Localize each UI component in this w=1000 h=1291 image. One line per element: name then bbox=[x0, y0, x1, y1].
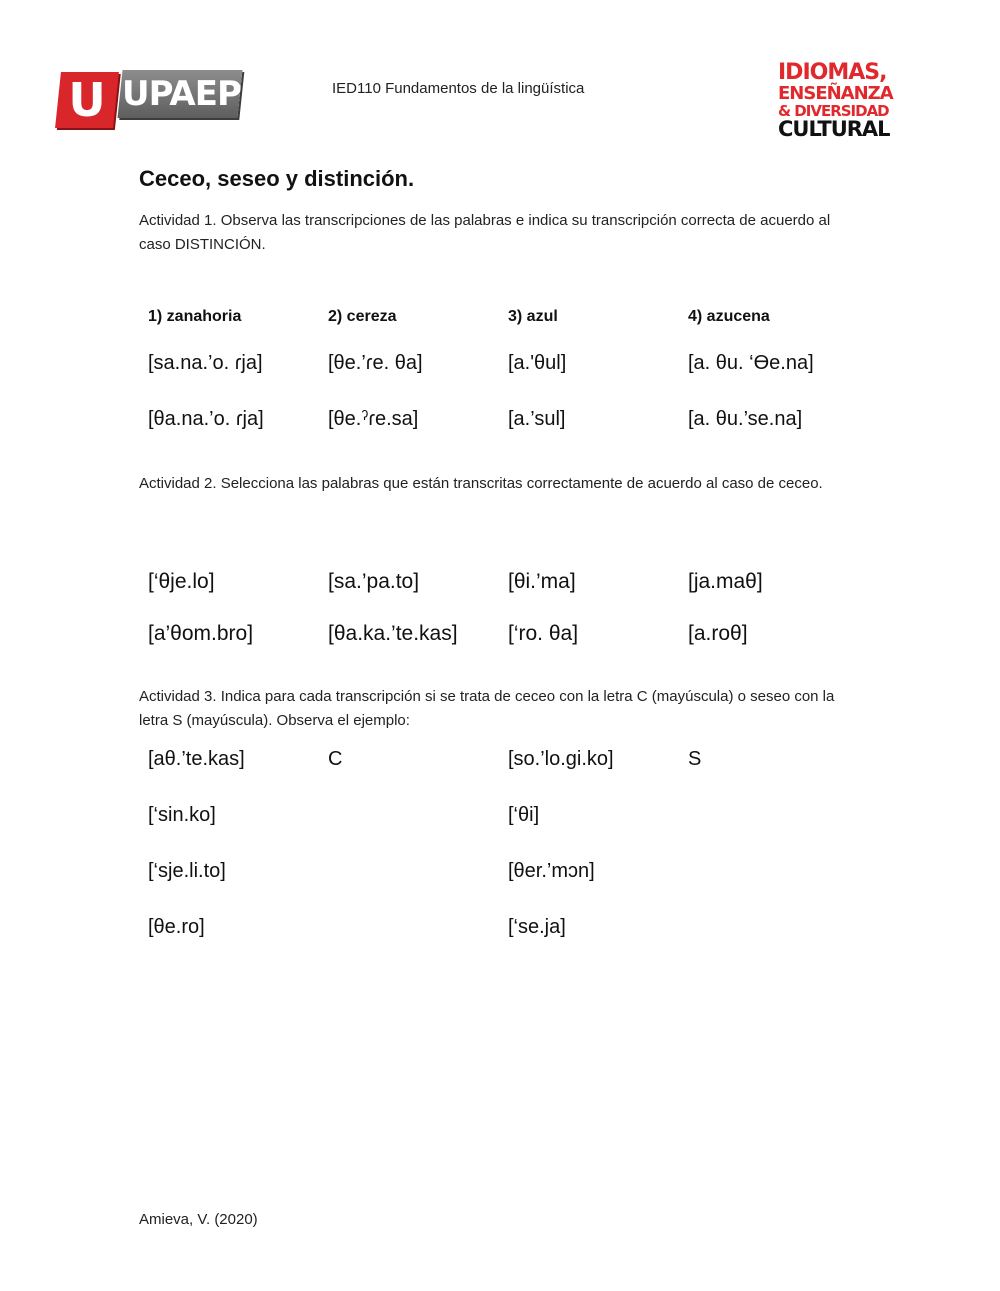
course-title: IED110 Fundamentos de la lingüística bbox=[332, 80, 585, 97]
activity3-row bbox=[148, 804, 868, 832]
transcription-option[interactable]: [θe.’ɾe. θa] bbox=[328, 352, 423, 374]
activity3-instruction: Actividad 3. Indica para cada transcripción si se trata de ceceo con la letra C (mayúscula) o seseo con la letra S (mayúscula). Observa el ejemplo: bbox=[139, 688, 835, 729]
transcription-option[interactable]: [sa.na.’o. ɾja] bbox=[148, 352, 263, 374]
activity3-row bbox=[148, 748, 868, 776]
transcription: [‘θi] bbox=[508, 804, 540, 826]
transcription: [aθ.’te.kas] bbox=[148, 748, 245, 770]
idiomas-logo-line1: IDIOMAS, bbox=[778, 60, 887, 85]
upaep-logo-u: U bbox=[68, 73, 106, 127]
activity3-row bbox=[148, 860, 868, 888]
transcription: [θer.’mɔn] bbox=[508, 860, 595, 882]
page-title: Ceceo, seseo y distinción. bbox=[139, 166, 415, 191]
transcription-option[interactable]: [θe.ˀɾe.sa] bbox=[328, 408, 419, 430]
transcription: [so.’lo.gi.ko] bbox=[508, 748, 614, 770]
transcription-option[interactable]: [a. θu. ‘Ɵe.na] bbox=[688, 352, 814, 374]
transcription-option[interactable]: [sa.’pa.to] bbox=[328, 570, 420, 593]
transcription: [‘sje.li.to] bbox=[148, 860, 226, 882]
answer-field[interactable]: C bbox=[328, 748, 343, 770]
activity3-row bbox=[148, 916, 868, 944]
transcription: [‘sin.ko] bbox=[148, 804, 216, 826]
activity1-header: 3) azul bbox=[508, 308, 558, 325]
activity1-header: 1) zanahoria bbox=[148, 308, 242, 325]
activity1-header: 4) azucena bbox=[688, 308, 770, 325]
upaep-logo bbox=[58, 68, 244, 130]
activity2-row bbox=[148, 570, 868, 598]
activity1-header-row bbox=[148, 308, 868, 336]
transcription: [‘se.ja] bbox=[508, 916, 566, 938]
transcription-option[interactable]: [ja.maθ] bbox=[688, 570, 763, 593]
idiomas-logo-line3: & DIVERSIDAD bbox=[778, 102, 889, 120]
idiomas-logo bbox=[778, 62, 898, 140]
activity2-instruction: Actividad 2. Selecciona las palabras que están transcritas correctamente de acuerdo al caso de ceceo. bbox=[139, 475, 823, 492]
transcription-option[interactable]: [a’θom.bro] bbox=[148, 622, 254, 645]
transcription-option[interactable]: [‘ro. θa] bbox=[508, 622, 579, 645]
transcription-option[interactable]: [θa.ka.’te.kas] bbox=[328, 622, 458, 645]
transcription-option[interactable]: [a.’sul] bbox=[508, 408, 566, 430]
transcription-option[interactable]: [a. θu.’se.na] bbox=[688, 408, 803, 430]
transcription-option[interactable]: [θi.’ma] bbox=[508, 570, 576, 593]
activity1-header: 2) cereza bbox=[328, 308, 397, 325]
transcription-option[interactable]: [a.'θul] bbox=[508, 352, 567, 374]
upaep-logo-word: UPAEP bbox=[122, 74, 241, 114]
answer-field[interactable]: S bbox=[688, 748, 702, 770]
activity1-row bbox=[148, 352, 868, 380]
footer-citation: Amieva, V. (2020) bbox=[139, 1211, 258, 1228]
transcription-option[interactable]: [‘θje.lo] bbox=[148, 570, 215, 593]
activity1-instruction: Actividad 1. Observa las transcripciones de las palabras e indica su transcripción correcta de acuerdo al caso DISTINCIÓN. bbox=[139, 212, 831, 253]
transcription: [θe.ro] bbox=[148, 916, 205, 938]
idiomas-logo-line2: ENSEÑANZA bbox=[778, 83, 893, 104]
activity2-row bbox=[148, 622, 868, 650]
transcription-option[interactable]: [θa.na.’o. ɾja] bbox=[148, 408, 264, 430]
transcription-option[interactable]: [a.roθ] bbox=[688, 622, 748, 645]
activity1-row bbox=[148, 408, 868, 436]
idiomas-logo-line4: CULTURAL bbox=[778, 117, 890, 141]
